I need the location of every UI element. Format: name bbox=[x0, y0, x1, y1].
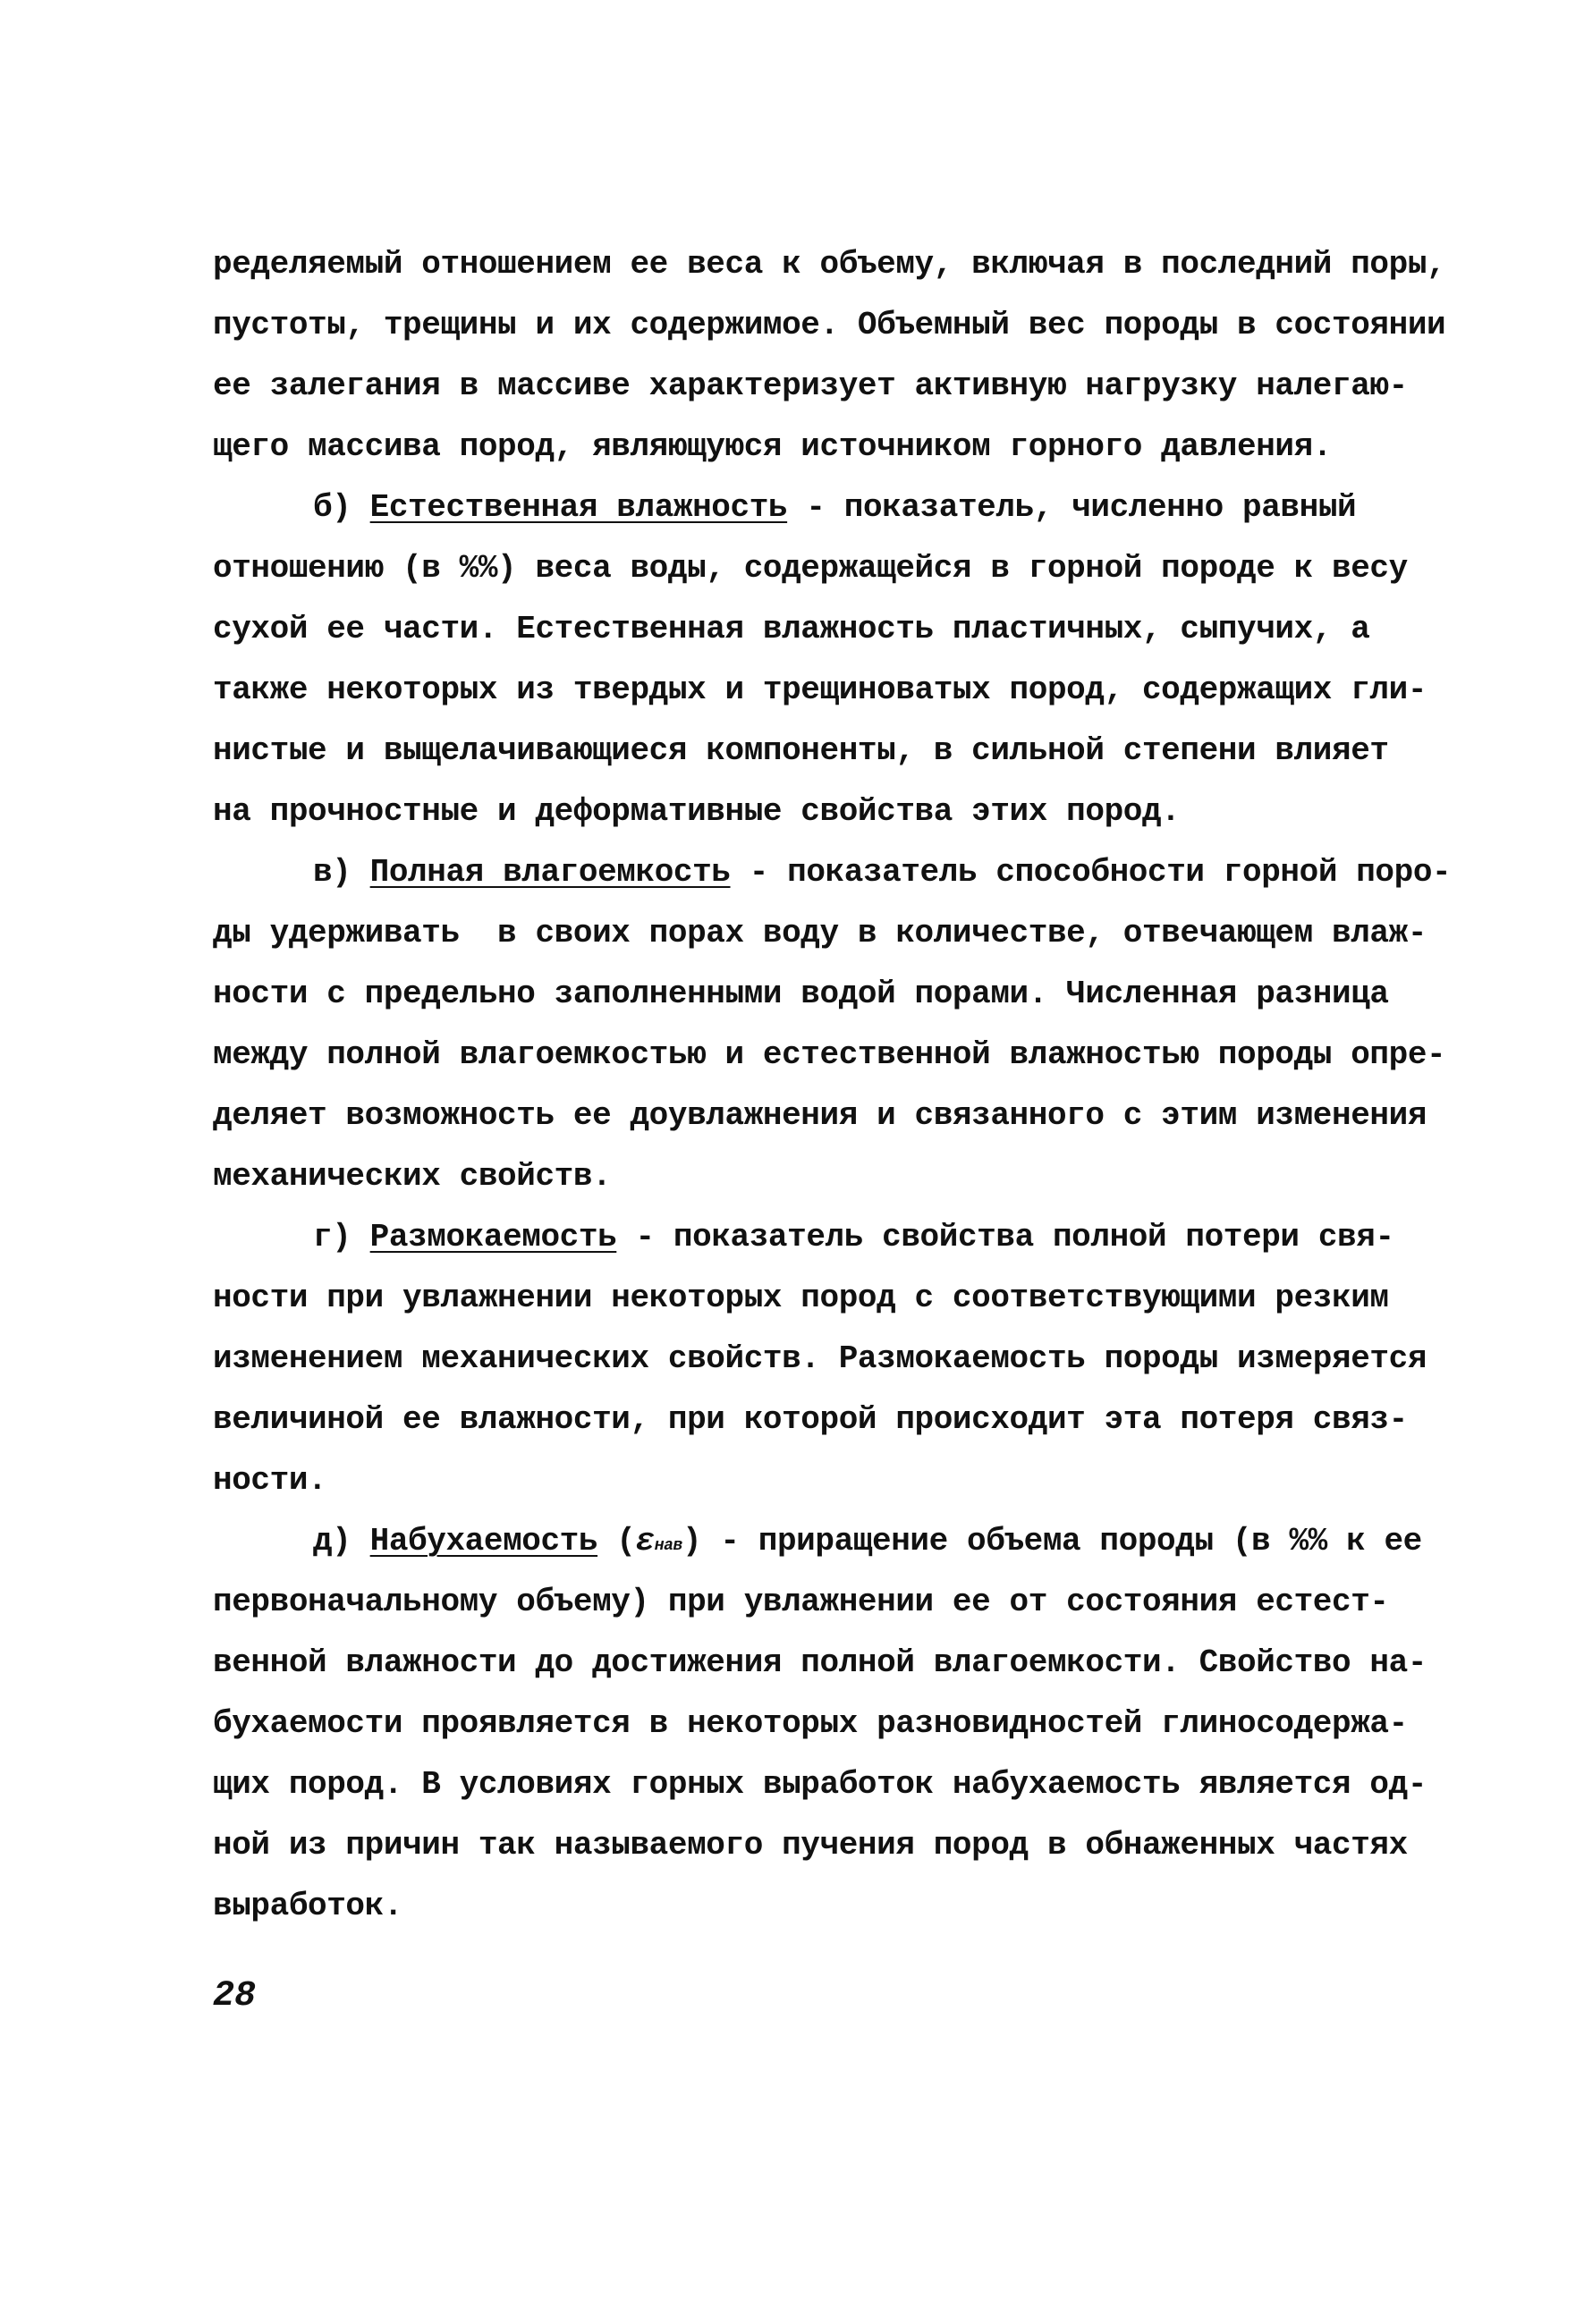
text-line: ды удерживать в своих порах воду в количестве, отвечающем влаж- bbox=[213, 915, 1427, 951]
text-line: ности. bbox=[213, 1462, 327, 1499]
section-marker: г) bbox=[313, 1219, 352, 1255]
section-marker: д) bbox=[313, 1523, 352, 1559]
text-line: пустоты, трещины и их содержимое. Объемный вес породы в состоянии bbox=[213, 307, 1446, 343]
text-line: нистые и выщелачивающиеся компоненты, в сильной степени влияет bbox=[213, 732, 1389, 769]
text-line: деляет возможность ее доувлажнения и связанного с этим изменения bbox=[213, 1097, 1427, 1134]
term-underlined: Полная влагоемкость bbox=[369, 854, 731, 891]
section-marker: б) bbox=[313, 489, 352, 526]
section-heading-line bbox=[213, 1207, 1395, 1268]
section-marker: в) bbox=[313, 854, 352, 891]
text-line: отношению (в %%) веса воды, содержащейся в горной породе к весу bbox=[213, 550, 1408, 587]
text-line: ности при увлажнении некоторых пород с соответствующими резким bbox=[213, 1280, 1389, 1316]
page-number: 28 bbox=[213, 1976, 257, 2016]
text-line: между полной влагоемкостью и естественной влажностью породы опре- bbox=[213, 1036, 1446, 1073]
text-fragment: - показатель, численно равный bbox=[787, 489, 1357, 526]
text-line: величиной ее влажности, при которой происходит эта потеря связ- bbox=[213, 1401, 1408, 1438]
term-underlined: Набухаемость bbox=[369, 1523, 598, 1559]
symbol-subscript: нав bbox=[654, 1537, 682, 1555]
text-line: ной из причин так называемого пучения пород в обнаженных частях bbox=[213, 1827, 1408, 1863]
text-line: ределяемый отношением ее веса к объему, включая в последний поры, bbox=[213, 246, 1446, 283]
section-heading-line bbox=[213, 477, 1395, 538]
text-line: ности с предельно заполненными водой порами. Численная разница bbox=[213, 976, 1389, 1012]
term-underlined: Естественная влажность bbox=[369, 489, 788, 526]
term-underlined: Размокаемость bbox=[369, 1219, 617, 1255]
epsilon-symbol: ε bbox=[635, 1523, 655, 1559]
text-fragment: - показатель свойства полной потери свя- bbox=[616, 1219, 1394, 1255]
text-line: изменением механических свойств. Размокаемость породы измеряется bbox=[213, 1340, 1427, 1377]
text-line: механических свойств. bbox=[213, 1158, 612, 1195]
text-line: сухой ее части. Естественная влажность пластичных, сыпучих, а bbox=[213, 611, 1370, 647]
text-line: также некоторых из твердых и трещиноватых пород, содержащих гли- bbox=[213, 672, 1427, 708]
text-line: венной влажности до достижения полной влагоемкости. Свойство на- bbox=[213, 1644, 1427, 1681]
text-line: ее залегания в массиве характеризует активную нагрузку налегаю- bbox=[213, 368, 1408, 404]
text-line: выработок. bbox=[213, 1888, 403, 1924]
body-text bbox=[213, 234, 1452, 1937]
text-line: первоначальному объему) при увлажнении ее от состояния естест- bbox=[213, 1584, 1389, 1620]
text-fragment: ) - приращение объема породы (в %% к ее bbox=[682, 1523, 1422, 1559]
text-line: на прочностные и деформативные свойства этих пород. bbox=[213, 793, 1181, 830]
text-line: бухаемости проявляется в некоторых разновидностей глиносодержа- bbox=[213, 1705, 1408, 1742]
text-fragment: - показатель способности горной поро- bbox=[730, 854, 1452, 891]
section-heading-line bbox=[213, 842, 1452, 903]
text-line: щих пород. В условиях горных выработок набухаемость является од- bbox=[213, 1766, 1427, 1803]
section-heading-line: д) Набухаемость (εнав) - приращение объема породы (в %% к ее bbox=[313, 1523, 1422, 1559]
text-line: щего массива пород, являющуюся источником горного давления. bbox=[213, 428, 1333, 465]
